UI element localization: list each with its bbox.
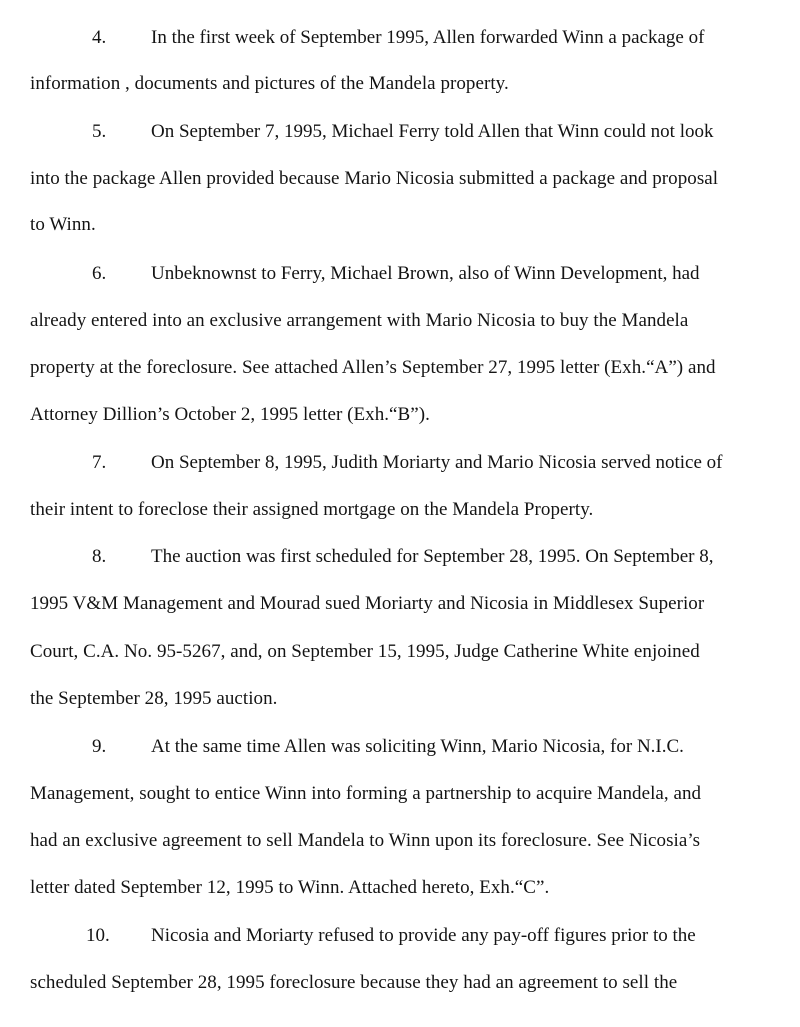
paragraph-text-line: information , documents and pictures of the Mandela property. [30, 73, 509, 94]
paragraph-text-line: the September 28, 1995 auction. [30, 688, 278, 709]
paragraph-number: 5. [92, 121, 107, 142]
paragraph-text-line: Court, C.A. No. 95-5267, and, on September 15, 1995, Judge Catherine White enjoined [30, 641, 700, 662]
paragraph-text-line: 1995 V&M Management and Mourad sued Moriarty and Nicosia in Middlesex Superior [30, 593, 705, 614]
paragraph-text-line: On September 7, 1995, Michael Ferry told Allen that Winn could not look [151, 121, 714, 142]
paragraph-text-line: their intent to foreclose their assigned mortgage on the Mandela Property. [30, 499, 594, 520]
paragraph-number: 9. [92, 736, 107, 757]
paragraph-text-line: property at the foreclosure. See attached Allen’s September 27, 1995 letter (Exh.“A”) and [30, 357, 716, 378]
paragraph-number: 6. [92, 263, 107, 284]
paragraph-text-line: had an exclusive agreement to sell Mandela to Winn upon its foreclosure. See Nicosia’s [30, 830, 701, 851]
paragraph-text-line: On September 8, 1995, Judith Moriarty and Mario Nicosia served notice of [151, 452, 723, 473]
paragraph-text-line: scheduled September 28, 1995 foreclosure because they had an agreement to sell the [30, 972, 678, 993]
paragraph-text-line: Unbeknownst to Ferry, Michael Brown, also of Winn Development, had [151, 263, 700, 284]
paragraph-text-line: In the first week of September 1995, Allen forwarded Winn a package of [151, 27, 705, 48]
paragraph-number: 10. [86, 925, 110, 946]
paragraph-text-line: Attorney Dillion’s October 2, 1995 letter (Exh.“B”). [30, 404, 430, 425]
paragraph-text-line: Management, sought to entice Winn into forming a partnership to acquire Mandela, and [30, 783, 702, 804]
paragraph-text-line: The auction was first scheduled for September 28, 1995. On September 8, [151, 546, 714, 567]
paragraph-text-line: Nicosia and Moriarty refused to provide any pay-off figures prior to the [151, 925, 696, 946]
paragraph-number: 7. [92, 452, 107, 473]
paragraph-text-line: At the same time Allen was soliciting Winn, Mario Nicosia, for N.I.C. [151, 736, 684, 757]
paragraph-number: 8. [92, 546, 107, 567]
paragraph-text-line: into the package Allen provided because Mario Nicosia submitted a package and proposal [30, 168, 719, 189]
paragraph-text-line: letter dated September 12, 1995 to Winn. Attached hereto, Exh.“C”. [30, 877, 550, 898]
paragraph-text-line: already entered into an exclusive arrangement with Mario Nicosia to buy the Mandela [30, 310, 689, 331]
paragraph-number: 4. [92, 27, 107, 48]
paragraph-text-line: to Winn. [30, 214, 96, 235]
